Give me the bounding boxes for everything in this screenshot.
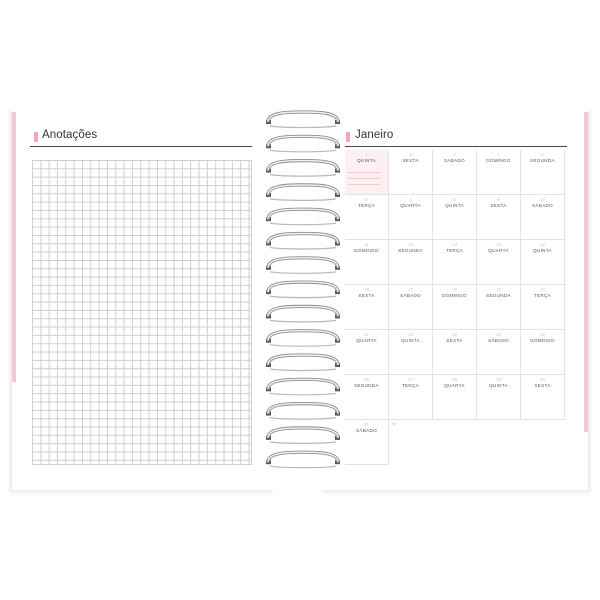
day-number: 10	[539, 197, 545, 202]
day-number: 11	[364, 242, 369, 247]
weekday-label: SÁBADO	[532, 203, 553, 208]
calendar-day-cell	[433, 330, 477, 375]
day-number: 24	[495, 332, 501, 337]
weekday-label: DOMINGO	[530, 338, 555, 343]
weekday-label: SEXTA	[534, 383, 551, 388]
calendar-day-cell	[389, 375, 433, 420]
weekday-label: DOMINGO	[442, 293, 467, 298]
day-number: 15	[539, 242, 545, 247]
weekday-label: DOMINGO	[354, 248, 379, 253]
day-number: 17	[407, 287, 413, 292]
day-number: 28	[451, 377, 457, 382]
weekday-label: TERÇA	[401, 383, 420, 388]
day-number: 29	[495, 377, 501, 382]
weekday-label: QUINTA	[533, 248, 552, 253]
calendar-day-cell	[521, 150, 565, 195]
spiral-coil-back	[270, 199, 336, 201]
weekday-label: SÁBADO	[488, 338, 509, 343]
grid-paper	[32, 160, 252, 465]
day-number: 12	[407, 242, 413, 247]
day-number: 19	[495, 287, 501, 292]
calendar-day-cell	[345, 240, 389, 285]
weekday-label: TERÇA	[357, 203, 376, 208]
day-number: 9	[497, 197, 500, 202]
spiral-coil-back	[270, 418, 336, 420]
weekday-label: SÁBADO	[356, 428, 377, 433]
day-number: 1	[365, 152, 368, 157]
day-number: 21	[363, 332, 369, 337]
calendar-day-cell	[345, 330, 389, 375]
weekday-label: TERÇA	[533, 293, 552, 298]
highlight-line	[348, 172, 380, 173]
calendar-day-cell	[345, 375, 389, 420]
day-number: 23	[451, 332, 457, 337]
calendar-day-cell	[433, 285, 477, 330]
weekday-label: SEXTA	[446, 338, 463, 343]
month-calendar	[345, 150, 568, 465]
calendar-day-cell	[477, 330, 521, 375]
weekday-label: TERÇA	[445, 248, 464, 253]
calendar-day-cell	[477, 195, 521, 240]
day-number: 31	[363, 422, 369, 427]
calendar-day-cell	[345, 285, 389, 330]
day-number: 26	[363, 377, 369, 382]
weekday-label: QUINTA	[357, 158, 376, 163]
calendar-day-cell	[521, 240, 565, 285]
calendar-day-cell	[521, 375, 565, 420]
day-number: 22	[407, 332, 413, 337]
spiral-coil-back	[270, 442, 336, 444]
calendar-day-cell	[345, 195, 389, 240]
calendar-day-cell	[389, 195, 433, 240]
spiral-coil-back	[270, 320, 336, 322]
weekday-label: QUARTA	[444, 383, 465, 388]
weekday-label: QUARTA	[356, 338, 377, 343]
calendar-day-cell	[477, 375, 521, 420]
weekday-label: SEGUNDA	[398, 248, 423, 253]
weekday-label: SEXTA	[490, 203, 507, 208]
weekday-label: SEGUNDA	[530, 158, 555, 163]
weekday-label: DOMINGO	[486, 158, 511, 163]
calendar-day-cell	[521, 195, 565, 240]
day-number: 13	[451, 242, 457, 247]
notes-title-rule	[30, 146, 252, 147]
month-title-rule	[345, 146, 567, 147]
spiral-coil-back	[270, 466, 336, 468]
weekday-label: QUARTA	[488, 248, 509, 253]
day-number: 2	[409, 152, 412, 157]
day-number: 30	[539, 377, 545, 382]
weekday-label: SEXTA	[402, 158, 419, 163]
calendar-day-cell	[433, 150, 477, 195]
calendar-day-cell	[389, 240, 433, 285]
spiral-coil-back	[270, 223, 336, 225]
day-number: 16	[363, 287, 369, 292]
calendar-day-cell	[389, 150, 433, 195]
day-number: 25	[539, 332, 545, 337]
day-number: 3	[453, 152, 456, 157]
calendar-day-cell	[433, 240, 477, 285]
highlight-line	[348, 184, 380, 185]
weekday-label: SEGUNDA	[486, 293, 511, 298]
spiral-binding	[262, 108, 344, 490]
month-title: Janeiro	[355, 129, 394, 141]
calendar-day-cell	[345, 420, 389, 465]
calendar-day-cell	[389, 285, 433, 330]
calendar-day-cell	[433, 375, 477, 420]
spiral-coil-back	[270, 150, 336, 152]
day-number: 27	[407, 377, 413, 382]
weekday-label: SÁBADO	[400, 293, 421, 298]
weekday-label: SÁBADO	[444, 158, 465, 163]
weekday-label: QUARTA	[400, 203, 421, 208]
notes-title: Anotações	[42, 129, 98, 141]
day-number: 4	[497, 152, 500, 157]
weekday-label: QUINTA	[489, 383, 508, 388]
spiral-coil-back	[270, 272, 336, 274]
weekday-label: SEXTA	[358, 293, 375, 298]
day-number: 6	[365, 197, 368, 202]
spiral-coil-back	[270, 248, 336, 250]
spiral-coil-back	[270, 369, 336, 371]
calendar-day-cell	[521, 285, 565, 330]
day-number: 5	[541, 152, 544, 157]
title-marker-right	[346, 132, 350, 142]
spiral-coil-back	[270, 393, 336, 395]
weekday-label: SEGUNDA	[354, 383, 379, 388]
calendar-day-cell	[477, 285, 521, 330]
weekday-label: QUINTA	[401, 338, 420, 343]
day-number: 7	[409, 197, 412, 202]
calendar-day-cell	[433, 195, 477, 240]
spiral-coil-back	[270, 345, 336, 347]
day-number: 20	[539, 287, 545, 292]
day-number: 14	[495, 242, 501, 247]
day-number: 8	[453, 197, 456, 202]
small-mark: ✕	[392, 422, 397, 428]
empty-cell	[389, 420, 433, 465]
spiral-coil-back	[270, 126, 336, 128]
calendar-day-cell	[521, 330, 565, 375]
spiral-coil-back	[270, 175, 336, 177]
calendar-day-cell	[389, 330, 433, 375]
highlight-line	[348, 178, 380, 179]
weekday-label: QUINTA	[445, 203, 464, 208]
day-number: 18	[451, 287, 457, 292]
spiral-coil-back	[270, 296, 336, 298]
calendar-day-cell	[477, 240, 521, 285]
calendar-day-cell	[345, 150, 389, 195]
title-marker-left	[34, 132, 38, 142]
calendar-day-cell	[477, 150, 521, 195]
